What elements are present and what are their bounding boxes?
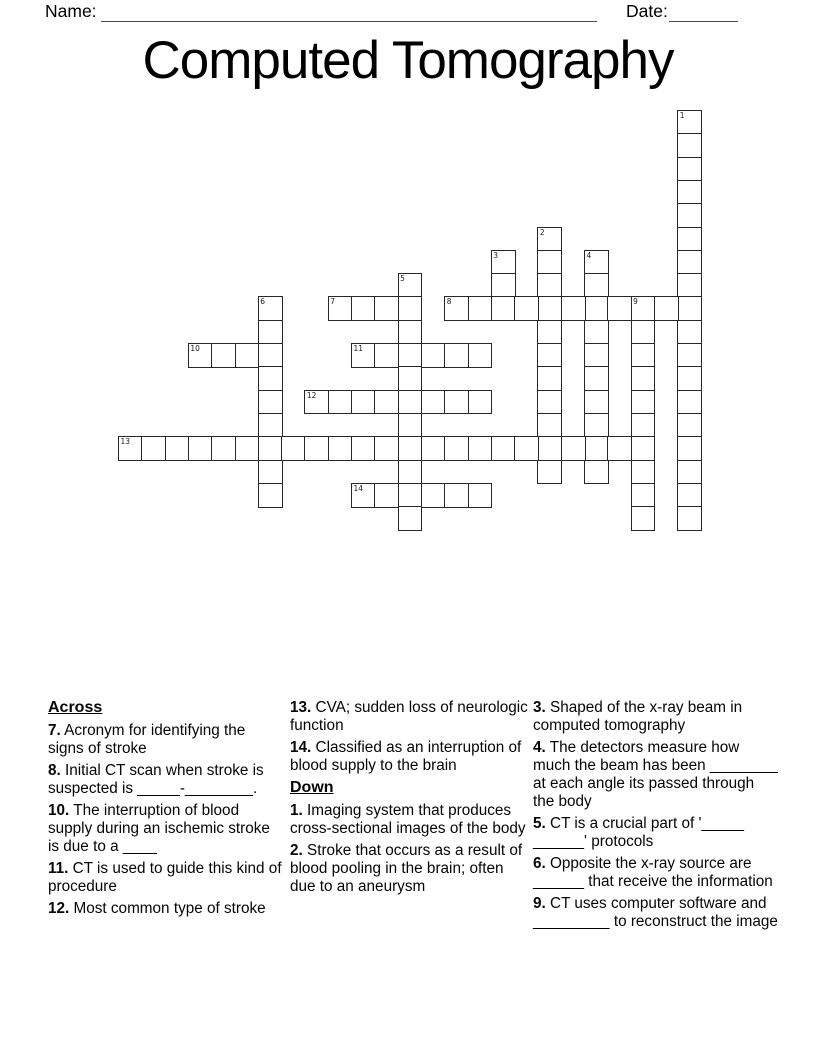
clue-item xyxy=(533,699,778,735)
clue-text: CT uses computer software and _________ to reconstruct the image xyxy=(533,895,778,930)
grid-cell[interactable] xyxy=(537,436,562,461)
name-label: Name: xyxy=(45,1,97,21)
cell-number: 3 xyxy=(493,250,499,260)
cell-number: 10 xyxy=(190,344,200,353)
grid-cell[interactable] xyxy=(677,110,702,135)
grid-cell[interactable] xyxy=(258,483,283,508)
grid-cell[interactable] xyxy=(584,413,609,438)
clue-text: Initial CT scan when stroke is suspected is _____-________. xyxy=(48,762,264,797)
grid-cell[interactable] xyxy=(584,390,609,415)
grid-cell[interactable] xyxy=(188,343,213,368)
grid-cell[interactable] xyxy=(537,273,562,298)
grid-cell[interactable] xyxy=(584,460,609,485)
grid-cell[interactable] xyxy=(677,390,702,415)
cell-number: 8 xyxy=(446,297,452,307)
grid-cell[interactable] xyxy=(514,296,539,321)
cell-number: 7 xyxy=(330,297,335,307)
clue-column-left xyxy=(48,699,285,922)
clue-text: The detectors measure how much the beam has been ________ at each angle its passed through the body xyxy=(533,739,778,810)
clue-number: 6. xyxy=(533,855,546,872)
grid-cell[interactable] xyxy=(374,436,399,461)
grid-cell[interactable] xyxy=(631,436,656,461)
grid-cell[interactable] xyxy=(584,436,609,461)
clue-text: CT is used to guide this kind of procedure xyxy=(48,860,282,895)
grid-cell[interactable] xyxy=(258,343,283,368)
cell-number: 1 xyxy=(679,111,685,120)
clue-number: 12. xyxy=(48,900,70,917)
clue-item xyxy=(290,802,531,838)
cell-number: 12 xyxy=(306,390,317,400)
grid-cell[interactable] xyxy=(258,390,283,415)
grid-cell[interactable] xyxy=(398,296,423,321)
grid-cell[interactable] xyxy=(374,390,399,415)
clue-item xyxy=(533,855,778,891)
grid-cell[interactable] xyxy=(398,320,423,345)
grid-cell[interactable] xyxy=(118,436,143,461)
grid-cell[interactable] xyxy=(351,296,376,321)
clue-number: 9. xyxy=(533,895,546,912)
grid-cell[interactable] xyxy=(398,436,423,461)
grid-cell[interactable] xyxy=(258,413,283,438)
clue-item xyxy=(290,739,531,775)
date-label: Date: xyxy=(626,1,668,21)
grid-cell[interactable] xyxy=(398,366,423,391)
grid-cell[interactable] xyxy=(398,460,423,485)
clue-number: 13. xyxy=(290,699,312,716)
cell-number: 2 xyxy=(539,227,545,237)
grid-cell[interactable] xyxy=(677,483,702,508)
cell-number: 5 xyxy=(400,274,405,284)
clue-item xyxy=(48,762,285,798)
grid-cell[interactable] xyxy=(468,436,493,461)
grid-cell[interactable] xyxy=(537,366,562,391)
clue-item xyxy=(48,722,285,758)
grid-cell[interactable] xyxy=(677,366,702,391)
grid-cell[interactable] xyxy=(631,460,656,485)
grid-cell[interactable] xyxy=(677,320,702,345)
grid-cell[interactable] xyxy=(421,436,446,461)
grid-cell[interactable] xyxy=(304,436,329,461)
clue-item xyxy=(48,900,285,918)
clue-number: 3. xyxy=(533,699,546,716)
clue-item xyxy=(533,815,778,851)
grid-cell[interactable] xyxy=(398,506,423,531)
grid-cell[interactable] xyxy=(211,436,236,461)
clue-list-header: Down xyxy=(290,779,334,796)
grid-cell[interactable] xyxy=(468,296,493,321)
grid-cell[interactable] xyxy=(398,273,423,298)
grid-cell[interactable] xyxy=(631,320,656,345)
clue-item xyxy=(290,699,531,735)
grid-cell[interactable] xyxy=(258,460,283,485)
grid-cell[interactable] xyxy=(677,343,702,368)
grid-cell[interactable] xyxy=(607,436,632,461)
cell-number: 14 xyxy=(353,483,364,493)
grid-cell[interactable] xyxy=(631,390,656,415)
clue-item xyxy=(290,842,531,896)
clue-column-middle xyxy=(290,699,531,900)
grid-cell[interactable] xyxy=(537,296,562,321)
grid-cell[interactable] xyxy=(631,413,656,438)
grid-cell[interactable] xyxy=(211,343,236,368)
clue-text: CVA; sudden loss of neurologic function xyxy=(290,699,528,734)
grid-cell[interactable] xyxy=(537,390,562,415)
grid-cell[interactable] xyxy=(165,436,190,461)
grid-cell[interactable] xyxy=(258,436,283,461)
grid-cell[interactable] xyxy=(421,483,446,508)
grid-cell[interactable] xyxy=(398,483,423,508)
clue-number: 11. xyxy=(48,860,69,877)
clue-number: 8. xyxy=(48,762,61,779)
cell-number: 11 xyxy=(353,344,364,353)
clue-text: The interruption of blood supply during an ischemic stroke is due to a ____ xyxy=(48,802,270,855)
grid-cell[interactable] xyxy=(677,203,702,228)
grid-cell[interactable] xyxy=(328,390,353,415)
clue-item xyxy=(48,860,285,896)
clue-text: Imaging system that produces cross-sectional images of the body xyxy=(290,802,526,837)
grid-cell[interactable] xyxy=(351,390,376,415)
cell-number: 4 xyxy=(586,250,592,260)
clue-number: 7. xyxy=(48,722,61,739)
grid-cell[interactable] xyxy=(374,343,399,368)
grid-cell[interactable] xyxy=(677,180,702,205)
clue-item xyxy=(533,895,778,931)
clue-item xyxy=(533,739,778,811)
grid-cell[interactable] xyxy=(421,390,446,415)
grid-cell[interactable] xyxy=(304,390,329,415)
grid-cell[interactable] xyxy=(468,390,493,415)
grid-cell[interactable] xyxy=(537,413,562,438)
grid-cell[interactable] xyxy=(561,296,586,321)
clue-text: Opposite the x-ray source are ______ that receive the information xyxy=(533,855,773,890)
grid-cell[interactable] xyxy=(607,296,632,321)
page-title: Computed Tomography xyxy=(142,31,674,90)
grid-cell[interactable] xyxy=(631,506,656,531)
grid-cell[interactable] xyxy=(677,273,702,298)
cell-number: 6 xyxy=(260,297,266,307)
clue-column-right xyxy=(533,699,778,935)
grid-cell[interactable] xyxy=(537,250,562,275)
grid-cell[interactable] xyxy=(537,227,562,252)
grid-cell[interactable] xyxy=(491,296,516,321)
cell-number: 13 xyxy=(120,437,131,447)
grid-cell[interactable] xyxy=(351,343,376,368)
grid-cell[interactable] xyxy=(491,250,516,275)
grid-cell[interactable] xyxy=(631,343,656,368)
clue-text: Acronym for identifying the signs of stroke xyxy=(48,722,246,757)
grid-cell[interactable] xyxy=(235,343,260,368)
grid-cell[interactable] xyxy=(444,296,469,321)
grid-cell[interactable] xyxy=(677,227,702,252)
grid-cell[interactable] xyxy=(328,436,353,461)
grid-cell[interactable] xyxy=(491,436,516,461)
grid-cell[interactable] xyxy=(351,436,376,461)
clue-number: 1. xyxy=(290,802,303,819)
grid-cell[interactable] xyxy=(677,436,702,461)
cell-number: 9 xyxy=(633,297,638,307)
clue-text: Stroke that occurs as a result of blood pooling in the brain; often due to an aneurysm xyxy=(290,842,523,895)
grid-cell[interactable] xyxy=(468,483,493,508)
grid-cell[interactable] xyxy=(398,413,423,438)
grid-cell[interactable] xyxy=(537,343,562,368)
clue-list-header: Across xyxy=(48,699,103,716)
grid-cell[interactable] xyxy=(514,436,539,461)
clue-number: 14. xyxy=(290,739,312,756)
grid-cell[interactable] xyxy=(468,343,493,368)
grid-cell[interactable] xyxy=(444,436,469,461)
clue-number: 4. xyxy=(533,739,546,756)
grid-cell[interactable] xyxy=(374,483,399,508)
grid-cell[interactable] xyxy=(677,133,702,158)
grid-cell[interactable] xyxy=(654,296,679,321)
clue-text: Most common type of stroke xyxy=(73,900,266,917)
grid-cell[interactable] xyxy=(677,506,702,531)
grid-cell[interactable] xyxy=(444,390,469,415)
grid-cell[interactable] xyxy=(677,413,702,438)
grid-cell[interactable] xyxy=(584,320,609,345)
grid-cell[interactable] xyxy=(561,436,586,461)
grid-cell[interactable] xyxy=(677,460,702,485)
grid-cell[interactable] xyxy=(677,250,702,275)
grid-cell[interactable] xyxy=(444,483,469,508)
clue-item xyxy=(48,802,285,856)
clue-number: 10. xyxy=(48,802,70,819)
grid-cell[interactable] xyxy=(537,460,562,485)
grid-cell[interactable] xyxy=(398,390,423,415)
grid-cell[interactable] xyxy=(235,436,260,461)
grid-cell[interactable] xyxy=(537,320,562,345)
grid-cell[interactable] xyxy=(351,483,376,508)
grid-cell[interactable] xyxy=(677,157,702,182)
grid-cell[interactable] xyxy=(444,343,469,368)
grid-cell[interactable] xyxy=(584,250,609,275)
grid-cell[interactable] xyxy=(258,366,283,391)
grid-cell[interactable] xyxy=(374,296,399,321)
grid-cell[interactable] xyxy=(631,483,656,508)
clue-text: Shaped of the x-ray beam in computed tomography xyxy=(533,699,743,734)
grid-cell[interactable] xyxy=(491,273,516,298)
clue-text: CT is a crucial part of '_____ ______' protocols xyxy=(533,815,744,850)
grid-cell[interactable] xyxy=(188,436,213,461)
grid-cell[interactable] xyxy=(631,296,656,321)
grid-cell[interactable] xyxy=(584,366,609,391)
grid-cell[interactable] xyxy=(398,343,423,368)
grid-cell[interactable] xyxy=(141,436,166,461)
clue-number: 2. xyxy=(290,842,303,859)
grid-cell[interactable] xyxy=(677,296,702,321)
grid-cell[interactable] xyxy=(281,436,306,461)
grid-cell[interactable] xyxy=(258,320,283,345)
clue-text: Classified as an interruption of blood supply to the brain xyxy=(290,739,522,774)
grid-cell[interactable] xyxy=(584,273,609,298)
grid-cell[interactable] xyxy=(584,343,609,368)
clue-number: 5. xyxy=(533,815,546,832)
grid-cell[interactable] xyxy=(421,343,446,368)
grid-cell[interactable] xyxy=(584,296,609,321)
grid-cell[interactable] xyxy=(328,296,353,321)
grid-cell[interactable] xyxy=(258,296,283,321)
grid-cell[interactable] xyxy=(631,366,656,391)
